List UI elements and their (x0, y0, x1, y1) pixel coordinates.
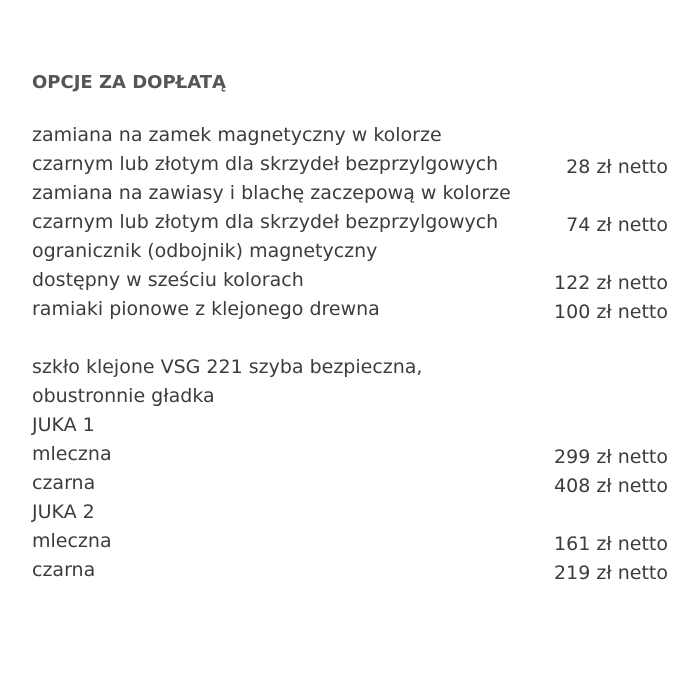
section-heading: OPCJE ZA DOPŁATĄ (32, 72, 226, 93)
option-description: zamiana na zawiasy i blachę zaczepową w kolorze (32, 182, 511, 204)
option-price: 74 zł netto (566, 214, 668, 236)
option-price: 408 zł netto (554, 475, 668, 497)
option-description: szkło klejone VSG 221 szyba bezpieczna, (32, 356, 423, 378)
option-price: 299 zł netto (554, 446, 668, 468)
option-description: zamiana na zamek magnetyczny w kolorze (32, 124, 442, 146)
option-price: 219 zł netto (554, 562, 668, 584)
option-description: JUKA 1 (32, 414, 95, 436)
option-row (32, 179, 668, 208)
option-description: JUKA 2 (32, 501, 95, 523)
option-description: ogranicznik (odbojnik) magnetyczny (32, 240, 378, 262)
option-description: mleczna (32, 443, 112, 465)
option-price: 161 zł netto (554, 533, 668, 555)
option-description: czarnym lub złotym dla skrzydeł bezprzylgowych (32, 153, 499, 175)
option-description: czarna (32, 472, 96, 494)
option-row (32, 353, 668, 382)
option-row (32, 498, 668, 527)
option-description: czarna (32, 559, 96, 581)
option-row (32, 121, 668, 150)
option-description: czarnym lub złotym dla skrzydeł bezprzylgowych (32, 211, 499, 233)
option-description: dostępny w sześciu kolorach (32, 269, 304, 291)
option-price: 122 zł netto (554, 272, 668, 294)
option-row (32, 237, 668, 266)
option-description: mleczna (32, 530, 112, 552)
option-description: obustronnie gładka (32, 385, 215, 407)
option-price: 28 zł netto (566, 156, 668, 178)
option-row (32, 411, 668, 440)
option-row (32, 382, 668, 411)
option-price: 100 zł netto (554, 301, 668, 323)
option-description: ramiaki pionowe z klejonego drewna (32, 298, 380, 320)
